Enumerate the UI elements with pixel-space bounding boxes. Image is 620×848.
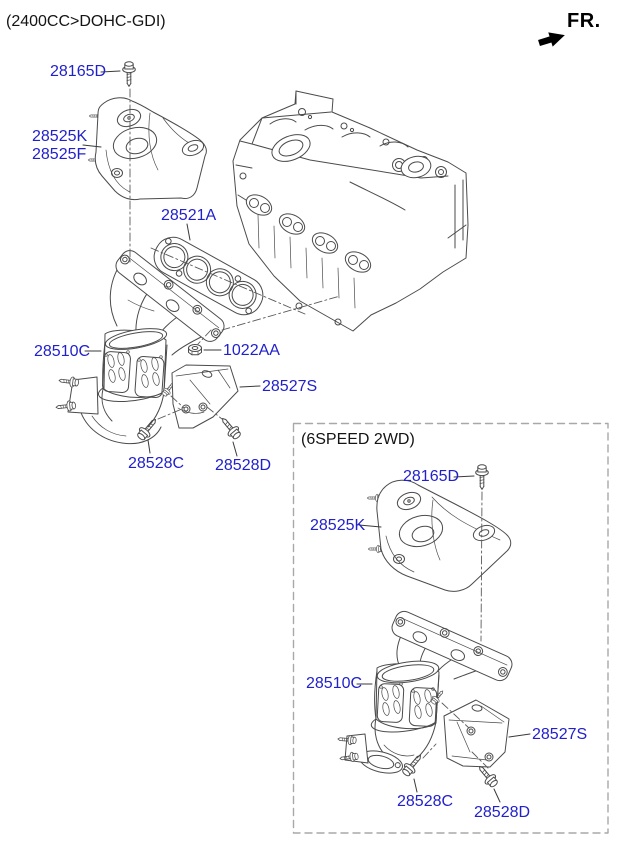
bolt-28165d-inset-icon	[476, 465, 489, 490]
fr-direction-arrow-icon	[537, 28, 567, 50]
part-label-28527s-inset[interactable]: 28527S	[532, 726, 588, 743]
part-label-28527s-main[interactable]: 28527S	[262, 378, 318, 395]
support-bracket-main-drawing	[172, 365, 238, 428]
heat-shield-inset-drawing	[367, 480, 511, 591]
fr-direction-label: FR.	[567, 10, 601, 32]
part-label-28510c-main[interactable]: 28510C	[34, 343, 91, 360]
part-label-28528c-inset[interactable]: 28528C	[397, 793, 454, 810]
part-label-28525k-inset[interactable]: 28525K	[310, 517, 366, 534]
engine-head-drawing	[233, 91, 468, 331]
nut-1022aa-icon	[189, 345, 202, 355]
part-label-28528d-inset[interactable]: 28528D	[474, 804, 531, 821]
part-label-28528c-main[interactable]: 28528C	[128, 455, 185, 472]
part-label-28165d-main[interactable]: 28165D	[50, 63, 107, 80]
part-label-28165d-inset[interactable]: 28165D	[403, 468, 460, 485]
part-label-28521a-main[interactable]: 28521A	[161, 207, 217, 224]
part-label-1022aa-main[interactable]: 1022AA	[223, 342, 280, 359]
part-label-28510c-inset[interactable]: 28510C	[306, 675, 363, 692]
variant-title: (2400CC>DOHC-GDI)	[6, 13, 166, 30]
bolt-28165d-main-icon	[123, 62, 136, 87]
part-label-28528d-main[interactable]: 28528D	[215, 457, 272, 474]
inset-title: (6SPEED 2WD)	[301, 431, 415, 448]
bolt-28528c-main-icon	[135, 415, 160, 442]
part-label-28525f-main[interactable]: 28525F	[32, 146, 87, 163]
heat-shield-main-drawing	[88, 98, 206, 200]
part-label-28525k-main[interactable]: 28525K	[32, 128, 88, 145]
